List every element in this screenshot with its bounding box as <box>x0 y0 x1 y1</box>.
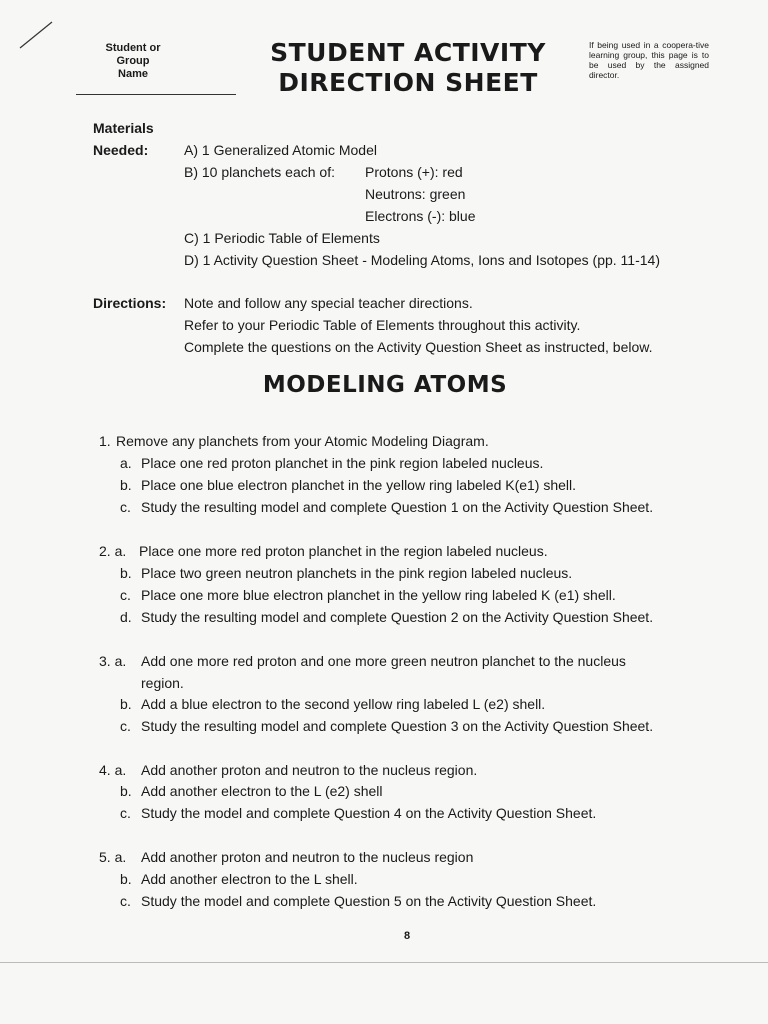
student-group-line2: Name <box>118 68 148 80</box>
step2a-text: Place one more red proton planchet in the region labeled nucleus. <box>139 543 548 559</box>
step1c-marker: c. <box>120 499 131 515</box>
page-number: 8 <box>404 930 411 942</box>
step4c-marker: c. <box>120 805 131 821</box>
step4a-marker: 4. a. <box>99 762 127 778</box>
direction-line1: Note and follow any special teacher directions. <box>184 295 473 311</box>
student-group-line1: Student or Group <box>105 42 161 67</box>
title-line1: STUDENT ACTIVITY <box>270 38 546 67</box>
student-group-name-label <box>88 42 178 81</box>
step1-number: 1. <box>99 433 111 449</box>
name-write-line <box>76 94 236 95</box>
step2c-text: Place one more blue electron planchet in the yellow ring labeled K (e1) shell. <box>141 587 616 603</box>
step5b-marker: b. <box>120 871 132 887</box>
step2c-marker: c. <box>120 587 131 603</box>
step1b-marker: b. <box>120 477 132 493</box>
step3c-text: Study the resulting model and complete Question 3 on the Activity Question Sheet. <box>141 718 654 734</box>
step1-text: Remove any planchets from your Atomic Modeling Diagram. <box>116 433 489 449</box>
title-line2: DIRECTION SHEET <box>278 68 538 97</box>
page-title <box>248 38 568 98</box>
step4a-text: Add another proton and neutron to the nucleus region. <box>141 762 478 778</box>
material-protons: Protons (+): red <box>365 164 463 180</box>
step1a-marker: a. <box>120 455 132 471</box>
step3c-marker: c. <box>120 718 131 734</box>
step2b-text: Place two green neutron planchets in the pink region labeled nucleus. <box>141 565 573 581</box>
step2d-text: Study the resulting model and complete Question 2 on the Activity Question Sheet. <box>141 609 654 625</box>
step2a-marker: 2. a. <box>99 543 127 559</box>
step3a-marker: 3. a. <box>99 653 127 669</box>
step2b-marker: b. <box>120 565 132 581</box>
step4b-marker: b. <box>120 783 132 799</box>
step1a-text: Place one red proton planchet in the pink region labeled nucleus. <box>141 455 544 471</box>
step5c-text: Study the model and complete Question 5 on the Activity Question Sheet. <box>141 893 597 909</box>
material-neutrons: Neutrons: green <box>365 186 466 202</box>
step1c-text: Study the resulting model and complete Question 1 on the Activity Question Sheet. <box>141 499 654 515</box>
directions-label: Directions: <box>93 295 167 311</box>
material-item-b: B) 10 planchets each of: <box>184 164 335 180</box>
step1b-text: Place one blue electron planchet in the yellow ring labeled K(e1) shell. <box>141 477 577 493</box>
page-bottom-rule <box>0 962 768 963</box>
direction-line2: Refer to your Periodic Table of Elements throughout this activity. <box>184 317 581 333</box>
needed-label: Needed: <box>93 142 149 158</box>
cooperative-note: If being used in a coopera-tive learning group, this page is to be used by the assigned director. <box>589 40 709 80</box>
step3b-marker: b. <box>120 696 132 712</box>
material-item-c: C) 1 Periodic Table of Elements <box>184 230 380 246</box>
step4c-text: Study the model and complete Question 4 on the Activity Question Sheet. <box>141 805 597 821</box>
step3b-text: Add a blue electron to the second yellow ring labeled L (e2) shell. <box>141 696 546 712</box>
step3a-text-continued: region. <box>141 675 184 691</box>
step5c-marker: c. <box>120 893 131 909</box>
step2d-marker: d. <box>120 609 132 625</box>
material-item-a: A) 1 Generalized Atomic Model <box>184 142 377 158</box>
materials-label: Materials <box>93 120 154 136</box>
step5a-marker: 5. a. <box>99 849 127 865</box>
material-electrons: Electrons (-): blue <box>365 208 476 224</box>
step5a-text: Add another proton and neutron to the nucleus region <box>141 849 474 865</box>
direction-line3: Complete the questions on the Activity Question Sheet as instructed, below. <box>184 339 653 355</box>
step5b-text: Add another electron to the L shell. <box>141 871 358 887</box>
step3a-text: Add one more red proton and one more green neutron planchet to the nucleus <box>141 653 626 669</box>
section-title: MODELING ATOMS <box>262 372 508 398</box>
step4b-text: Add another electron to the L (e2) shell <box>141 783 383 799</box>
pen-stroke-mark <box>18 20 54 50</box>
material-item-d: D) 1 Activity Question Sheet - Modeling Atoms, Ions and Isotopes (pp. 11-14) <box>184 252 660 268</box>
